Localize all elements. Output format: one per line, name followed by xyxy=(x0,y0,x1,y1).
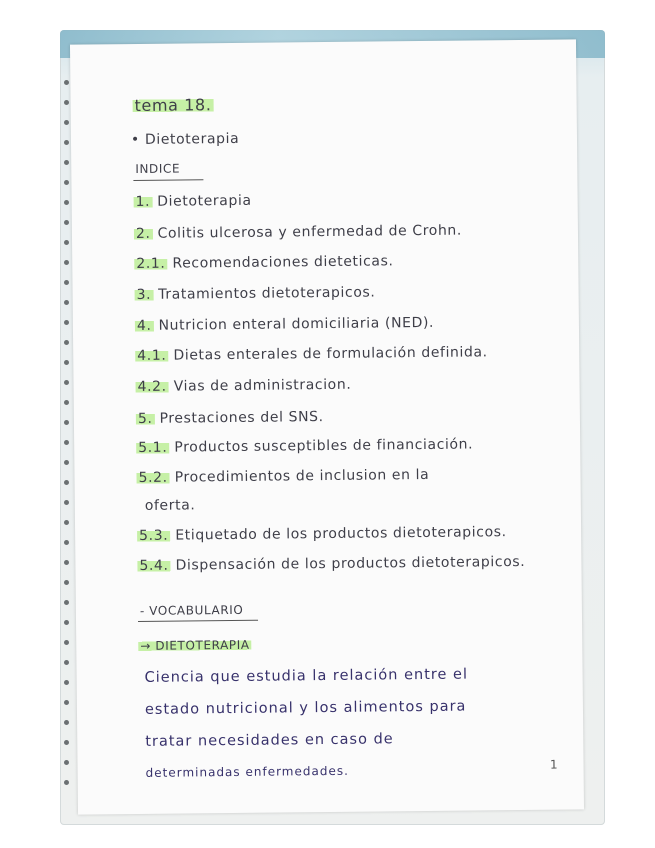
binder-hole xyxy=(64,580,69,585)
index-item-number: 5. xyxy=(137,410,153,427)
binder-hole xyxy=(64,620,69,625)
index-item-number: 5.1. xyxy=(138,439,168,456)
index-item-number: 2. xyxy=(135,225,151,242)
vocab-definition-line: Ciencia que estudia la relación entre el xyxy=(144,666,469,686)
index-heading: INDICE xyxy=(135,161,181,176)
binder-hole xyxy=(64,740,69,745)
topic-title: tema 18. xyxy=(134,95,212,115)
index-item xyxy=(137,524,507,544)
index-item xyxy=(137,554,525,574)
binder-hole xyxy=(64,100,69,105)
index-item-text: Dietas enterales de formulación definida. xyxy=(173,344,488,364)
binder-hole xyxy=(64,180,69,185)
binder-hole xyxy=(64,500,69,505)
index-item-number: 4. xyxy=(136,317,152,334)
binder-hole xyxy=(64,420,69,425)
index-item-text: Dispensación de los productos dietoterapicos. xyxy=(175,553,526,574)
index-item xyxy=(145,497,196,514)
index-item-text: oferta. xyxy=(144,497,196,514)
index-item-text: Tratamientos dietoterapicos. xyxy=(158,284,376,303)
vocab-term: → DIETOTERAPIA xyxy=(140,637,250,653)
binder-hole xyxy=(64,440,69,445)
index-item-text: Prestaciones del SNS. xyxy=(159,409,324,427)
index-item xyxy=(135,315,434,334)
binder-hole xyxy=(64,300,69,305)
index-item-text: Nutricion enteral domiciliaria (NED). xyxy=(158,314,435,334)
index-item-text: Productos susceptibles de financiación. xyxy=(174,436,474,456)
binder-hole xyxy=(64,700,69,705)
binder-hole xyxy=(64,120,69,125)
binder-hole xyxy=(64,480,69,485)
index-item xyxy=(135,284,376,303)
binder-hole xyxy=(64,280,69,285)
index-item xyxy=(136,436,473,456)
vocab-heading: - VOCABULARIO xyxy=(139,602,244,618)
binder-hole xyxy=(64,540,69,545)
vocab-definition-line: determinadas enfermedades. xyxy=(145,763,349,780)
index-item-text: Vias de administracion. xyxy=(173,376,352,395)
bullet-dot-icon: • xyxy=(130,131,145,149)
index-item-text: Recomendaciones dieteticas. xyxy=(172,253,394,272)
index-item-text: Etiquetado de los productos dietoterapicos. xyxy=(175,524,507,544)
index-item xyxy=(136,467,429,486)
binder-hole xyxy=(64,600,69,605)
binder-hole xyxy=(64,240,69,245)
binder-hole xyxy=(64,200,69,205)
binder-hole xyxy=(64,220,69,225)
page-number: 1 xyxy=(549,757,558,772)
binder-hole xyxy=(64,340,69,345)
subtitle: Dietoterapia xyxy=(144,130,240,148)
binder-hole xyxy=(64,400,69,405)
binder-hole xyxy=(64,80,69,85)
index-item-number: 4.1. xyxy=(137,347,167,364)
index-item-number: 5.2. xyxy=(138,469,168,486)
index-item xyxy=(135,344,488,364)
index-item-number: 5.4. xyxy=(139,557,169,574)
binder-hole xyxy=(64,320,69,325)
index-item xyxy=(134,253,393,272)
vocab-definition-line: estado nutricional y los alimentos para xyxy=(144,698,467,718)
index-item-number: 4.2. xyxy=(137,378,167,395)
index-item xyxy=(136,409,324,427)
index-underline xyxy=(133,179,203,181)
index-item-number: 2.1. xyxy=(136,255,166,272)
binder-hole xyxy=(64,360,69,365)
binder-hole xyxy=(64,380,69,385)
binder-hole xyxy=(64,560,69,565)
index-item xyxy=(134,193,252,210)
notebook-page xyxy=(70,39,584,814)
binder-hole xyxy=(64,680,69,685)
binder-hole xyxy=(64,260,69,265)
binder-hole xyxy=(64,760,69,765)
index-item-text: Procedimientos de inclusion en la xyxy=(174,466,430,486)
index-item-number: 5.3. xyxy=(139,527,169,544)
binder-hole xyxy=(64,720,69,725)
vocab-underline xyxy=(138,620,258,622)
binder-hole xyxy=(64,460,69,465)
binder-hole xyxy=(64,140,69,145)
binder-hole xyxy=(64,780,69,785)
binder-hole xyxy=(64,640,69,645)
binder-hole xyxy=(64,660,69,665)
index-item xyxy=(134,223,462,242)
index-item-text: Colitis ulcerosa y enfermedad de Crohn. xyxy=(157,222,462,242)
binder-hole xyxy=(64,160,69,165)
index-item-text: Dietoterapia xyxy=(157,192,252,210)
index-item-number: 1. xyxy=(135,193,151,210)
index-item xyxy=(135,377,351,395)
binder-hole xyxy=(64,520,69,525)
index-item-number: 3. xyxy=(136,286,152,303)
vocab-definition-line: tratar necesidades en caso de xyxy=(145,731,394,750)
